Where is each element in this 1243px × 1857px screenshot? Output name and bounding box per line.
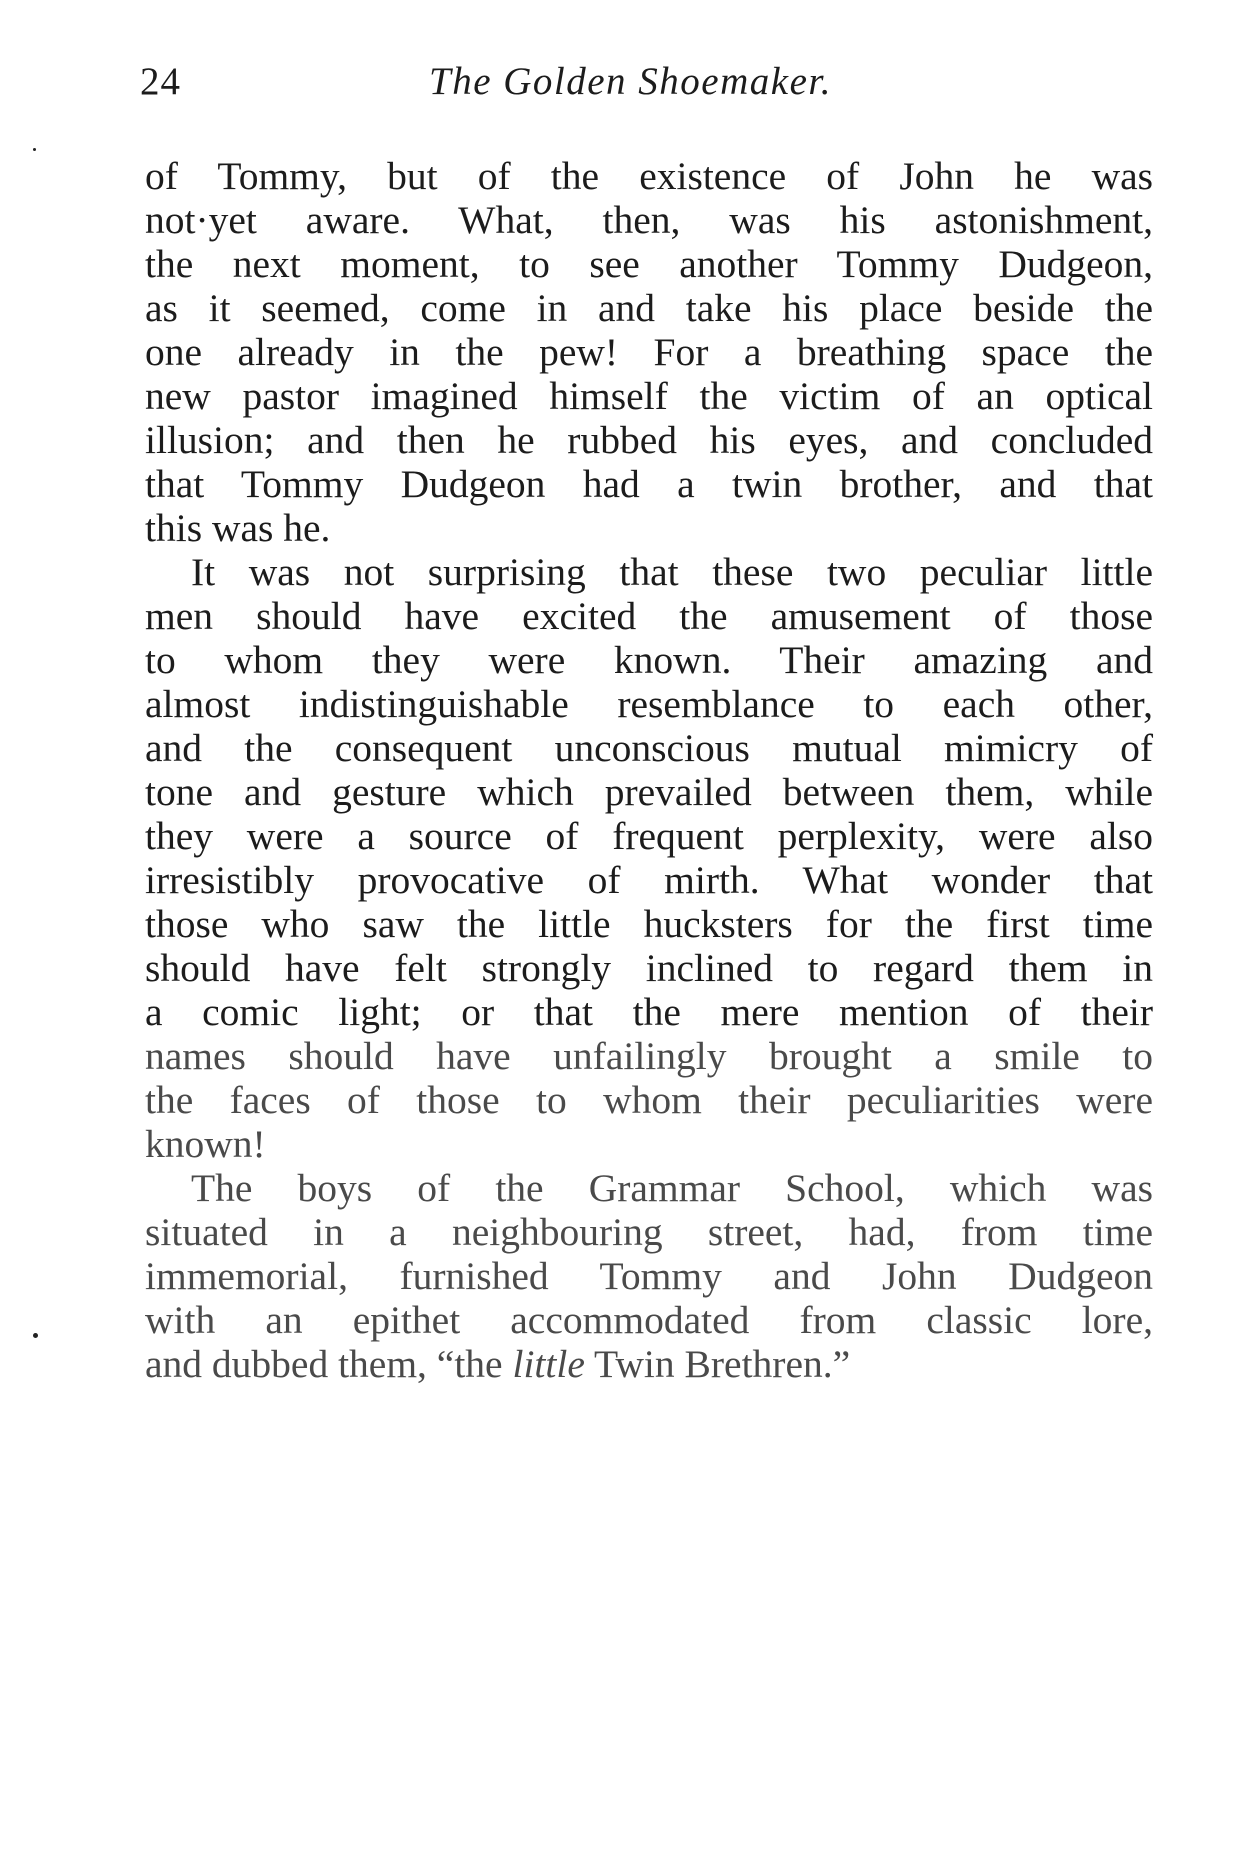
text-line: men should have excited the amusement of those: [145, 594, 1153, 638]
text-line: immemorial, furnished Tommy and John Dudgeon: [145, 1254, 1153, 1298]
text-line: not·yet aware. What, then, was his astonishment,: [145, 198, 1153, 242]
text-line: situated in a neighbouring street, had, from time: [145, 1210, 1153, 1254]
text-line: almost indistinguishable resemblance to each other,: [145, 682, 1153, 726]
text-line: tone and gesture which prevailed between them, while: [145, 770, 1153, 814]
text-line: new pastor imagined himself the victim of an optical: [145, 374, 1153, 418]
scan-speck: [33, 148, 36, 151]
text-line: names should have unfailingly brought a smile to: [145, 1034, 1153, 1078]
text-line: with an epithet accommodated from classic lore,: [145, 1298, 1153, 1342]
text-line-final: [145, 1338, 1153, 1390]
text-line: those who saw the little hucksters for the first time: [145, 902, 1153, 946]
italic-word: little: [512, 1342, 585, 1386]
running-title: The Golden Shoemaker.: [429, 60, 833, 103]
text-line: one already in the pew! For a breathing space the: [145, 330, 1153, 374]
text-segment: Twin Brethren.”: [584, 1342, 851, 1386]
text-line: to whom they were known. Their amazing and: [145, 638, 1153, 682]
text-line: they were a source of frequent perplexity, were also: [145, 814, 1153, 858]
text-line: irresistibly provocative of mirth. What wonder that: [145, 858, 1153, 902]
text-line: known!: [145, 1122, 266, 1166]
text-line: this was he.: [145, 506, 331, 550]
text-line: as it seemed, come in and take his place beside the: [145, 286, 1153, 330]
text-line: and the consequent unconscious mutual mimicry of: [145, 726, 1153, 770]
text-line: It was not surprising that these two peculiar little: [191, 550, 1153, 594]
page-number: 24: [140, 60, 181, 103]
scan-speck: [33, 1333, 38, 1338]
text-line: the faces of those to whom their peculiarities were: [145, 1078, 1153, 1122]
text-line: a comic light; or that the mere mention of their: [145, 990, 1153, 1034]
text-line: the next moment, to see another Tommy Dudgeon,: [145, 242, 1153, 286]
text-segment: and dubbed them, “the: [145, 1342, 513, 1386]
text-line: should have felt strongly inclined to regard them in: [145, 946, 1153, 990]
text-line: The boys of the Grammar School, which was: [191, 1166, 1153, 1210]
text-line: illusion; and then he rubbed his eyes, and concluded: [145, 418, 1153, 462]
text-line: of Tommy, but of the existence of John he was: [145, 154, 1153, 198]
text-line: that Tommy Dudgeon had a twin brother, and that: [145, 462, 1153, 506]
